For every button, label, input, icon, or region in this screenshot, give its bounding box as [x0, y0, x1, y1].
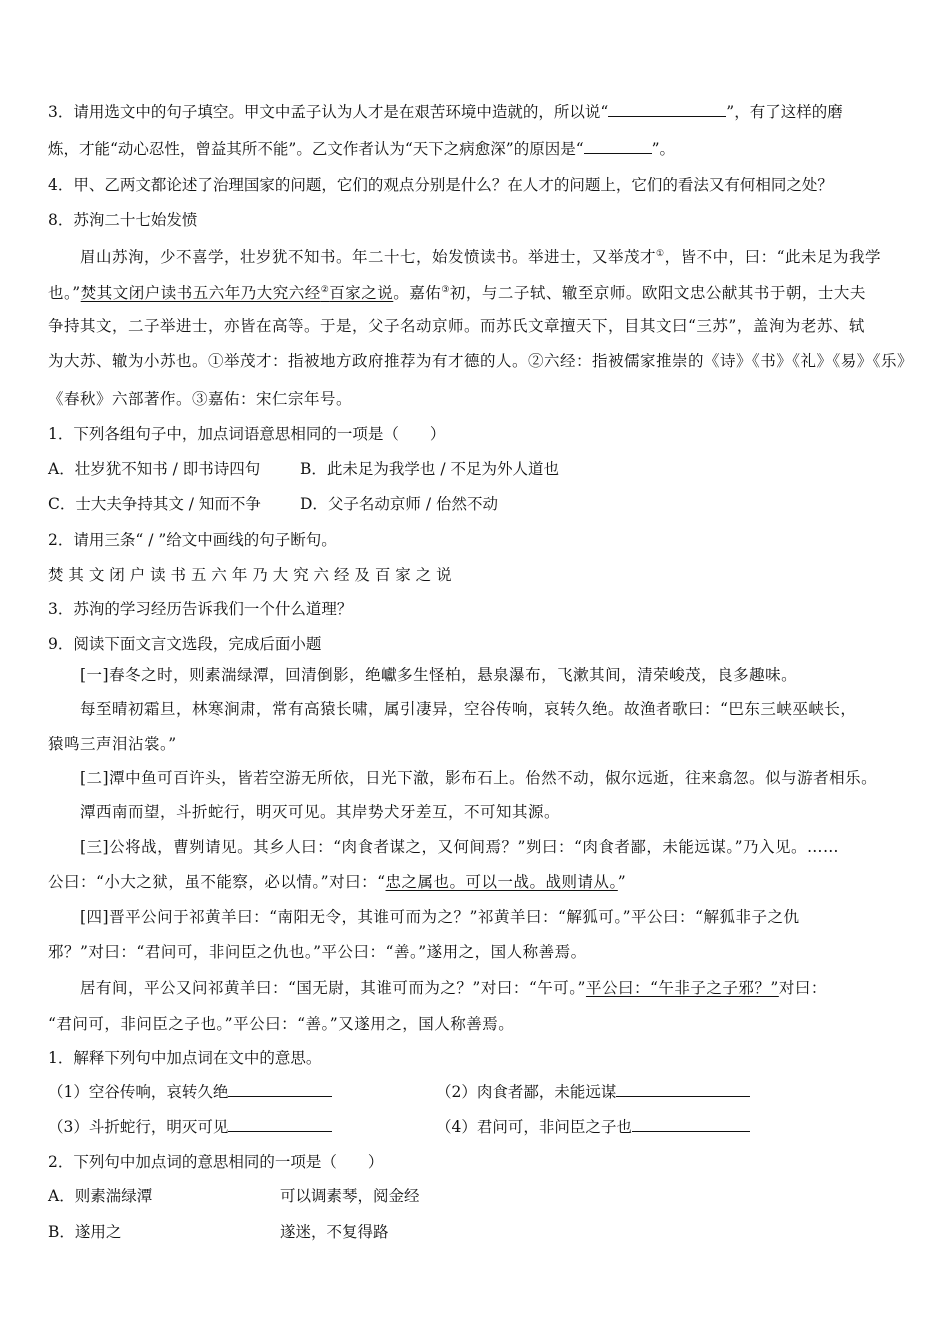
s8-passage-line4: 为大苏、辙为小苏也。①举茂才：指被地方政府推荐为有才德的人。②六经：指被儒家推崇的《诗》《书》《礼》《易》《乐》: [48, 352, 914, 370]
s9-a2: 每至晴初霜旦，林寒涧肃，常有高猿长啸，属引凄异，空谷传响，哀转久绝。故渔者歌曰：“巴东三峡巫峡长，: [80, 700, 857, 718]
item-4: [436, 1116, 750, 1138]
s9-d3a: 居有间，平公又问祁黄羊曰：“国无尉，其谁可而为之？”对曰：“午可。”: [80, 979, 586, 997]
underlined-part1: 焚其文闭户读书五六年乃大究六经: [80, 284, 321, 303]
item-1-label: （1）空谷传响，哀转久绝: [48, 1083, 229, 1101]
s9-c2b: ”: [617, 873, 627, 891]
option-b[interactable]: B．此未足为我学也 / 不足为外人道也: [300, 460, 559, 478]
item-3-blank[interactable]: [228, 1116, 332, 1132]
q3-text-a: 3．请用选文中的句子填空。甲文中孟子认为人才是在艰苦环境中造就的，所以说“: [48, 103, 609, 121]
s9-q2: 2．下列句中加点词的意思相同的一项是（ ）: [48, 1153, 384, 1171]
s9-d1: [四]晋平公问于祁黄羊曰：“南阳无令，其谁可而为之？”祁黄羊曰：“解狐可。”平公曰：“解狐非子之仇: [80, 908, 800, 926]
s9-a1: [一]春冬之时，则素湍绿潭，回清倒影，绝巘多生怪柏，悬泉瀑布，飞漱其间，清荣峻茂，良多趣味。: [80, 666, 798, 684]
option-d[interactable]: D．父子名动京师 / 佁然不动: [300, 495, 499, 513]
q4-line: 4．甲、乙两文都论述了治理国家的问题，它们的观点分别是什么？在人才的问题上，它们的看法又有何相同之处？: [48, 176, 833, 194]
item-2-blank[interactable]: [616, 1081, 750, 1097]
item-4-label: （4）君问可，非问臣之子也: [436, 1118, 632, 1136]
option-a[interactable]: A．壮岁犹不知书 / 即书诗四句: [48, 460, 261, 478]
s9-a3: 猿鸣三声泪沾裳。”: [48, 735, 177, 753]
item-1-blank[interactable]: [228, 1081, 332, 1097]
item-2: [436, 1081, 750, 1103]
s9-d2: 邪？”对曰：“君问可，非问臣之仇也。”平公曰：“善。”遂用之，国人称善焉。: [48, 943, 587, 961]
item-2-label: （2）肉食者鄙，未能远谋: [436, 1083, 617, 1101]
s9-c1: [三]公将战，曹刿请见。其乡人曰：“肉食者谋之，又何间焉？”刿曰：“肉食者鄙，未能远谋。”乃入见。……: [80, 838, 840, 856]
q3-text-b: ”，有了这样的磨: [726, 103, 843, 121]
footnote-mark-3: ③: [441, 285, 450, 295]
item-4-blank[interactable]: [632, 1116, 750, 1132]
s8-q1: 1．下列各组句子中，加点词语意思相同的一项是（ ）: [48, 425, 446, 443]
underlined-sentence-d: 平公曰：“午非子之子邪？”: [585, 979, 779, 997]
footnote-mark-2: ②: [320, 285, 330, 295]
underlined-part2: 百家之说: [329, 284, 394, 303]
s9-q1: 1．解释下列句中加点词在文中的意思。: [48, 1049, 322, 1067]
s8-p2a: 也。”: [48, 284, 81, 303]
q3-blank-1[interactable]: [608, 101, 726, 117]
underlined-sentence: [81, 284, 394, 302]
s9-title: 9．阅读下面文言文选段，完成后面小题: [48, 635, 322, 653]
s8-q2: 2．请用三条“ / ”给文中画线的句子断句。: [48, 531, 337, 549]
s8-q3: 3．苏洵的学习经历告诉我们一个什么道理？: [48, 600, 353, 618]
q3-blank-2[interactable]: [584, 138, 652, 154]
item-3-label: （3）斗折蛇行，明灭可见: [48, 1118, 229, 1136]
q3-line1: [48, 101, 910, 123]
footnote-mark-1: ①: [656, 249, 665, 259]
option-a-left[interactable]: A．则素湍绿潭: [48, 1187, 153, 1205]
s9-d3: [80, 977, 910, 999]
s8-q2-sentence: 焚 其 文 闭 户 读 书 五 六 年 乃 大 究 六 经 及 百 家 之 说: [48, 566, 452, 584]
s8-q1-row1: [48, 458, 910, 480]
s9-c2: [48, 871, 910, 893]
s9-q1-row2: [48, 1116, 910, 1138]
option-b-right: 遂迷，不复得路: [280, 1223, 389, 1241]
s8-title: 8．苏洵二十七始发愤: [48, 211, 198, 229]
underlined-sentence-c: 忠之属也。可以一战。战则请从。: [385, 873, 618, 891]
option-a-right: 可以调素琴，阅金经: [280, 1187, 420, 1205]
s8-passage-line1: [80, 243, 910, 268]
q3-line2: [48, 138, 910, 160]
s9-q1-row1: [48, 1081, 910, 1103]
s8-passage-line5: 《春秋》六部著作。③嘉佑：宋仁宗年号。: [48, 390, 353, 408]
s9-d3b: 对曰：: [778, 979, 827, 997]
option-c[interactable]: C．士大夫争持其文 / 知而不争: [48, 495, 261, 513]
q3-text-d: ”。: [651, 140, 676, 158]
s8-q1-row2: [48, 493, 910, 515]
s8-p2c: 初，与二子轼、辙至京师。欧阳文忠公献其书于朝，士大夫: [449, 284, 866, 303]
s8-p1b: ，皆不中，曰：“此未足为我学: [664, 248, 882, 267]
s8-p1: 眉山苏洵，少不喜学，壮岁犹不知书。年二十七，始发愤读书。举进士，又举茂才: [80, 248, 657, 267]
s9-b1: [二]潭中鱼可百许头，皆若空游无所依，日光下澈，影布石上。佁然不动，俶尔远逝，往来翕忽。似与游者相乐。: [80, 769, 878, 787]
s9-q2-optB[interactable]: [48, 1221, 910, 1243]
s8-p2b: 。嘉佑: [393, 284, 442, 303]
s9-d4: “君问可，非问臣之子也。”平公曰：“善。”又遂用之，国人称善焉。: [48, 1015, 515, 1033]
s9-c2a: 公曰：“小大之狱，虽不能察，必以情。”对曰：“: [48, 873, 386, 891]
q3-text-c: 炼，才能“动心忍性，曾益其所不能”。乙文作者认为“天下之病愈深”的原因是“: [48, 140, 584, 158]
option-b-left[interactable]: B．遂用之: [48, 1223, 122, 1241]
s8-passage-line2: [48, 279, 910, 304]
s8-passage-line3: 争持其文，二子举进士，亦皆在高等。于是，父子名动京师。而苏氏文章擅天下，目其文曰“三苏”，盖洵为老苏、轼: [48, 317, 865, 335]
s9-b2: 潭西南而望，斗折蛇行，明灭可见。其岸势犬牙差互，不可知其源。: [80, 803, 561, 821]
s9-q2-optA[interactable]: [48, 1185, 910, 1207]
